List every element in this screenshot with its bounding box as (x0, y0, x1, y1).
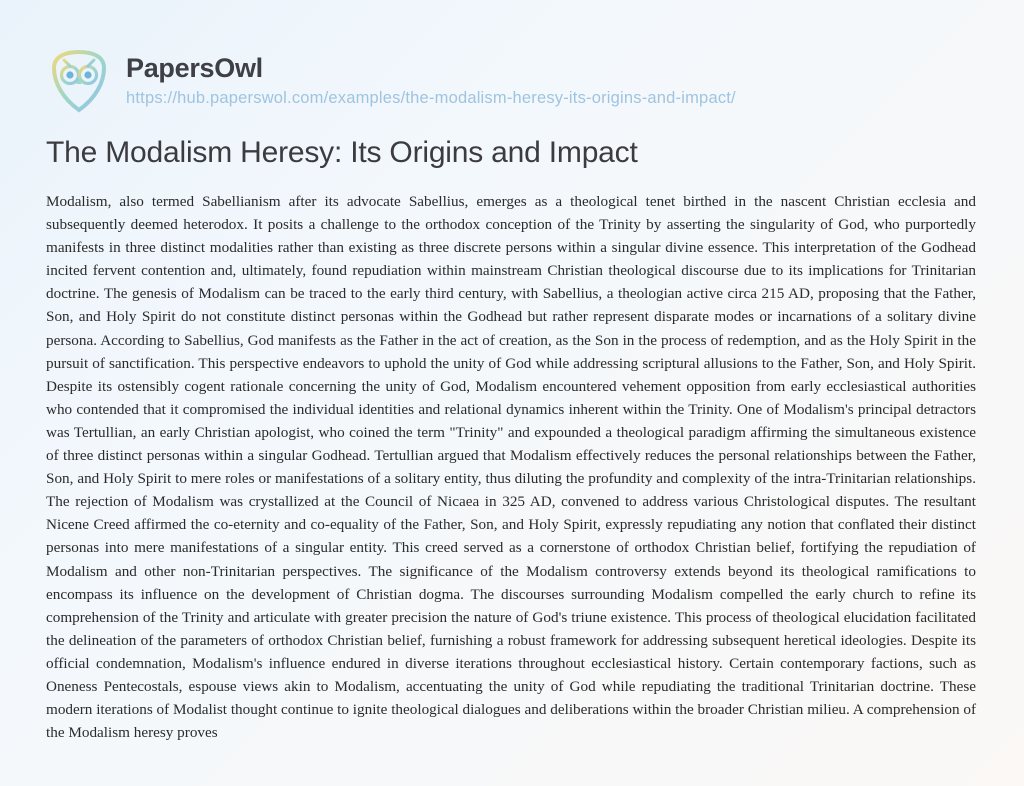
brand-name: PapersOwl (126, 52, 263, 83)
document-body-text: Modalism, also termed Sabellianism after its advocate Sabellius, emerges as a theological tenet birthed in the nascent Christian ecclesia and subsequently deemed heterodox. It posits a challenge to the orthodox conception of the Trinity by asserting the singularity of God, who purportedly manifests in three distinct modalities rather than existing as three discrete persons within a singular divine essence. This interpretation of the Godhead incited fervent contention and, ultimately, found repudiation within mainstream Christian theological discourse due to its implications for Trinitarian doctrine. The genesis of Modalism can be traced to the early third century, with Sabellius, a theologian active circa 215 AD, proposing that the Father, Son, and Holy Spirit do not constitute distinct personas within the Godhead but rather represent disparate modes or incarnations of a solitary divine persona. According to Sabellius, God manifests as the Father in the act of creation, as the Son in the process of redemption, and as the Holy Spirit in the pursuit of sanctification. This perspective endeavors to uphold the unity of God while addressing scriptural allusions to the Father, Son, and Holy Spirit. Despite its ostensibly cogent rationale concerning the unity of God, Modalism encountered vehement opposition from early ecclesiastical authorities who contended that it compromised the individual identities and relational dynamics inherent within the Trinity. One of Modalism's principal detractors was Tertullian, an early Christian apologist, who coined the term "Trinity" and expounded a theological paradigm affirming the simultaneous existence of three distinct personas within a singular Godhead. Tertullian argued that Modalism effectively reduces the personal relationships between the Father, Son, and Holy Spirit to mere roles or manifestations of a solitary entity, thus diluting the profundity and complexity of the intra-Trinitarian relationships. The rejection of Modalism was crystallized at the Council of Nicaea in 325 AD, convened to address various Christological disputes. The resultant Nicene Creed affirmed the co-eternity and co-equality of the Father, Son, and Holy Spirit, expressly repudiating any notion that conflated their distinct personas into mere manifestations of a singular entity. This creed served as a cornerstone of orthodox Christian belief, fortifying the repudiation of Modalism and other non-Trinitarian perspectives. The significance of the Modalism controversy extends beyond its theological ramifications to encompass its influence on the development of Christian dogma. The discourses surrounding Modalism compelled the early church to refine its comprehension of the Trinity and articulate with greater precision the nature of God's triune existence. This process of theological elucidation facilitated the delineation of the parameters of orthodox Christian belief, furnishing a robust framework for addressing subsequent heretical ideologies. Despite its official condemnation, Modalism's influence endured in diverse iterations throughout ecclesiastical history. Certain contemporary factions, such as Oneness Pentecostals, espouse views akin to Modalism, accentuating the unity of God while repudiating the traditional Trinitarian doctrine. These modern iterations of Modalist thought continue to ignite theological dialogues and deliberations within the broader Christian milieu. A comprehension of the Modalism heresy proves (46, 193, 976, 742)
site-header (0, 0, 1024, 114)
owl-logo-icon (46, 48, 112, 114)
page-title: The Modalism Heresy: Its Origins and Impact (46, 136, 638, 169)
source-url[interactable]: https://hub.paperswol.com/examples/the-modalism-heresy-its-origins-and-impact/ (126, 89, 736, 108)
document-content (0, 114, 1024, 744)
brand-block (126, 54, 736, 109)
